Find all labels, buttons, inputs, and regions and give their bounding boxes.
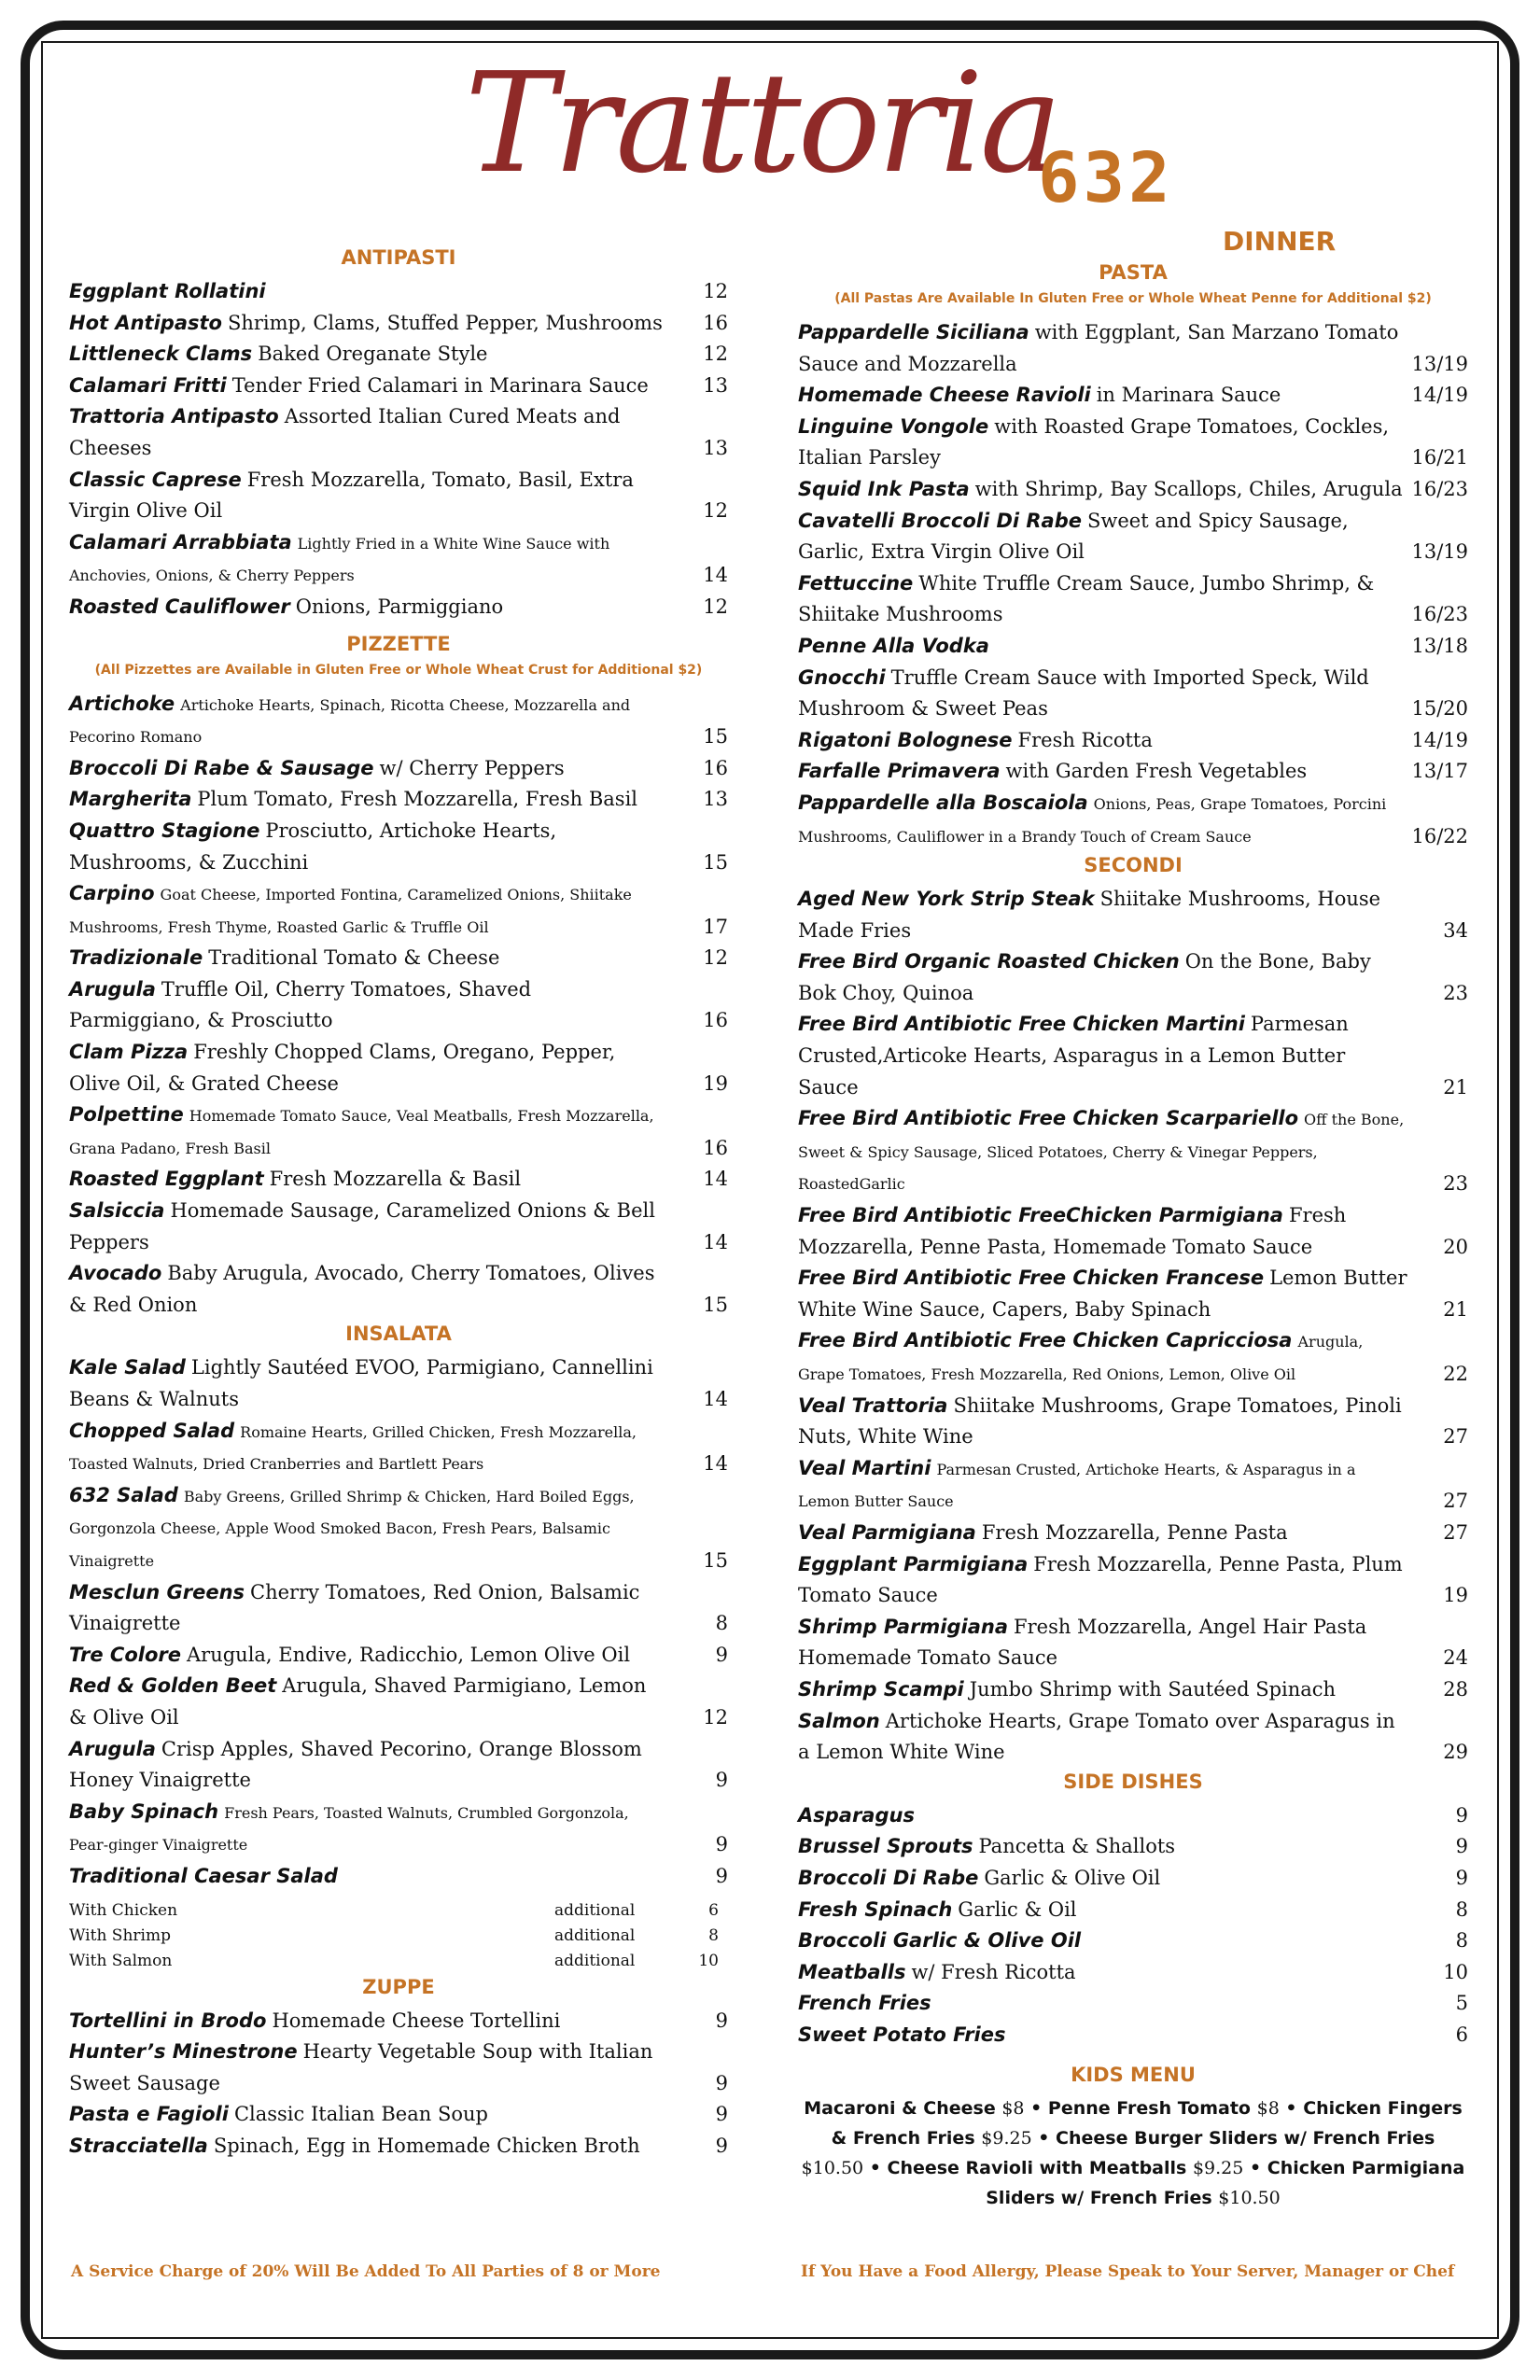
item-price: 19 bbox=[703, 1071, 728, 1095]
menu-item bbox=[69, 276, 728, 308]
extra-row: With Salmon additional 10 bbox=[69, 1951, 719, 1970]
item-name: Carpino bbox=[69, 882, 155, 905]
item-price: 14 bbox=[703, 1388, 728, 1410]
logo-number: 632 bbox=[1038, 138, 1174, 218]
item-price: 29 bbox=[1443, 1741, 1468, 1764]
item-price: 13 bbox=[703, 788, 728, 811]
item-description: Parmesan Crusted, Artichoke Hearts, & Asparagus in a Lemon Butter Sauce bbox=[798, 1460, 1356, 1511]
dinner-heading: DINNER bbox=[1223, 226, 1337, 257]
item-name: Arugula bbox=[69, 1737, 156, 1760]
menu-item bbox=[798, 317, 1468, 380]
menu-item bbox=[69, 1861, 728, 1893]
menu-item bbox=[69, 1164, 728, 1196]
menu-item bbox=[69, 1577, 728, 1640]
kids-item-price: $10.50 bbox=[1218, 2188, 1281, 2209]
section-note: (All Pastas Are Available In Gluten Free or Whole Wheat Penne for Additional $2) bbox=[834, 291, 1432, 306]
section-title: ANTIPASTI bbox=[341, 246, 456, 269]
item-name: Squid Ink Pasta bbox=[798, 477, 970, 500]
footer-service-charge: A Service Charge of 20% Will Be Added To All Parties of 8 or More bbox=[71, 2262, 661, 2281]
kids-item-name: Cheese Burger Sliders w/ French Fries bbox=[1056, 2128, 1435, 2149]
item-price: 19 bbox=[1443, 1584, 1468, 1607]
item-name: Classic Caprese bbox=[69, 468, 242, 491]
menu-item bbox=[798, 1863, 1468, 1895]
item-price: 12 bbox=[703, 343, 728, 366]
item-name: Veal Parmigiana bbox=[798, 1520, 976, 1544]
item-price: 20 bbox=[1443, 1235, 1468, 1258]
item-price: 6 bbox=[1455, 2023, 1468, 2046]
item-price: 13/18 bbox=[1411, 634, 1468, 657]
item-price: 14 bbox=[703, 1168, 728, 1191]
item-description: Shiitake Mushrooms, Grape Tomatoes, Pinoli Nuts, White Wine bbox=[798, 1393, 1402, 1449]
item-description: Lightly Sautéed EVOO, Parmigiano, Cannellini Beans & Walnuts bbox=[69, 1356, 653, 1410]
menu-item bbox=[798, 663, 1468, 725]
item-description: Fresh Mozzarella, Penne Pasta, Plum Tomato Sauce bbox=[798, 1552, 1403, 1607]
item-description: Truffle Cream Sauce with Imported Speck, Wild Mushroom & Sweet Peas bbox=[798, 665, 1369, 721]
item-description: Freshly Chopped Clams, Oregano, Pepper, Olive Oil, & Grated Cheese bbox=[69, 1041, 616, 1095]
secondi-section bbox=[798, 854, 1468, 1769]
item-name: Veal Martini bbox=[798, 1456, 931, 1479]
item-description: Lemon Butter White Wine Sauce, Capers, Baby Spinach bbox=[798, 1267, 1407, 1321]
item-description: Baked Oreganate Style bbox=[258, 343, 488, 366]
item-description: Cherry Tomatoes, Red Onion, Balsamic Vinaigrette bbox=[69, 1580, 640, 1635]
menu-item bbox=[69, 527, 728, 592]
item-name: Asparagus bbox=[798, 1803, 915, 1827]
item-description: Pancetta & Shallots bbox=[978, 1835, 1176, 1858]
antipasti-section bbox=[69, 246, 728, 623]
menu-item bbox=[798, 1706, 1468, 1769]
kids-item-price: $8 bbox=[1001, 2098, 1025, 2120]
item-name: Pasta e Fagioli bbox=[69, 2103, 229, 2126]
item-price: 23 bbox=[1443, 981, 1468, 1004]
item-name: Brussel Sprouts bbox=[798, 1835, 973, 1858]
menu-item bbox=[798, 412, 1468, 474]
menu-item bbox=[798, 1612, 1468, 1674]
item-price: 14 bbox=[703, 1230, 728, 1253]
item-name: Aged New York Strip Steak bbox=[798, 888, 1095, 911]
item-price: 9 bbox=[715, 1643, 728, 1666]
menu-item bbox=[798, 884, 1468, 946]
item-price: 15/20 bbox=[1411, 697, 1468, 721]
item-price: 9 bbox=[715, 1833, 728, 1856]
item-price: 27 bbox=[1443, 1425, 1468, 1449]
section-title: SECONDI bbox=[1084, 854, 1183, 877]
item-price: 9 bbox=[715, 2009, 728, 2032]
item-description: Lightly Fried in a White Wine Sauce with Anchovies, Onions, & Cherry Peppers bbox=[69, 534, 610, 585]
menu-item bbox=[798, 1831, 1468, 1863]
item-name: Avocado bbox=[69, 1262, 162, 1285]
menu-item bbox=[798, 474, 1468, 506]
item-description: Arugula, Grape Tomatoes, Fresh Mozzarella, Red Onions, Lemon, Olive Oil bbox=[798, 1333, 1364, 1383]
menu-item bbox=[69, 878, 728, 943]
extra-row: With Shrimp additional 8 bbox=[69, 1925, 719, 1945]
item-name: Meatballs bbox=[798, 1960, 906, 1983]
item-price: 28 bbox=[1443, 1677, 1468, 1701]
menu-item bbox=[798, 1263, 1468, 1325]
menu-item bbox=[69, 1258, 728, 1321]
item-name: Free Bird Organic Roasted Chicken bbox=[798, 950, 1180, 973]
menu-item bbox=[798, 1453, 1468, 1518]
item-description: Artichoke Hearts, Grape Tomato over Asparagus in a Lemon White Wine bbox=[798, 1709, 1395, 1764]
item-name: Free Bird Antibiotic Free Chicken Capricciosa bbox=[798, 1329, 1293, 1352]
kids-item-price: $10.50 bbox=[801, 2158, 864, 2179]
item-price: 23 bbox=[1443, 1172, 1468, 1196]
item-price: 16/22 bbox=[1411, 824, 1468, 847]
menu-item bbox=[69, 592, 728, 623]
item-description: Arugula, Shaved Parmigiano, Lemon & Olive Oil bbox=[69, 1674, 647, 1729]
item-description: Assorted Italian Cured Meats and Cheeses bbox=[69, 405, 621, 459]
item-description: Fresh Mozzarella, Tomato, Basil, Extra Virgin Olive Oil bbox=[69, 468, 634, 523]
item-name: Homemade Cheese Ravioli bbox=[798, 384, 1091, 407]
item-name: Broccoli Di Rabe bbox=[798, 1866, 979, 1889]
menu-item bbox=[798, 788, 1468, 852]
item-price: 8 bbox=[715, 1612, 728, 1635]
item-price: 15 bbox=[703, 1293, 728, 1316]
item-name: Stracciatella bbox=[69, 2134, 208, 2157]
menu-item bbox=[69, 784, 728, 816]
item-description: On the Bone, Baby Bok Choy, Quinoa bbox=[798, 950, 1371, 1004]
item-name: 632 Salad bbox=[69, 1483, 178, 1506]
menu-item bbox=[69, 1797, 728, 1861]
item-name: Pappardelle Siciliana bbox=[798, 321, 1029, 343]
item-name: Shrimp Scampi bbox=[798, 1677, 964, 1701]
item-price: 9 bbox=[715, 2103, 728, 2126]
item-description: Homemade Cheese Tortellini bbox=[272, 2009, 561, 2032]
item-price: 15 bbox=[703, 1548, 728, 1572]
item-name: Shrimp Parmigiana bbox=[798, 1615, 1009, 1638]
item-price: 13/19 bbox=[1411, 540, 1468, 564]
item-name: Free Bird Antibiotic Free Chicken Francese bbox=[798, 1267, 1265, 1290]
item-price: 9 bbox=[1455, 1835, 1468, 1858]
item-price: 14 bbox=[703, 564, 728, 587]
menu-item bbox=[798, 1988, 1468, 2020]
item-price: 13 bbox=[703, 373, 728, 397]
item-price: 17 bbox=[703, 915, 728, 938]
kids-item-price: $9.25 bbox=[981, 2128, 1032, 2149]
item-description: with Garden Fresh Vegetables bbox=[1005, 760, 1308, 783]
item-price: 27 bbox=[1443, 1520, 1468, 1544]
kids-item-name: Chicken Fingers & French Fries bbox=[831, 2098, 1463, 2149]
item-description: White Truffle Cream Sauce, Jumbo Shrimp, & Shiitake Mushrooms bbox=[798, 571, 1375, 626]
logo-script: Trattoria bbox=[465, 43, 1059, 203]
item-price: 13/19 bbox=[1411, 352, 1468, 375]
item-name: Rigatoni Bolognese bbox=[798, 728, 1013, 751]
item-name: Mesclun Greens bbox=[69, 1580, 245, 1603]
item-description: Sweet and Spicy Sausage, Garlic, Extra Virgin Olive Oil bbox=[798, 509, 1349, 564]
item-name: Chopped Salad bbox=[69, 1419, 235, 1442]
item-name: Margherita bbox=[69, 788, 192, 811]
item-price: 16/21 bbox=[1411, 446, 1468, 469]
item-price: 9 bbox=[715, 1864, 728, 1887]
item-name: Linguine Vongole bbox=[798, 414, 989, 438]
item-description: Homemade Sausage, Caramelized Onions & Bell Peppers bbox=[69, 1199, 655, 1253]
item-price: 8 bbox=[1455, 1897, 1468, 1921]
item-description: Baby Arugula, Avocado, Cherry Tomatoes, Olives & Red Onion bbox=[69, 1262, 655, 1316]
menu-item bbox=[69, 401, 728, 464]
item-price: 12 bbox=[703, 946, 728, 970]
item-name: Artichoke bbox=[69, 692, 175, 715]
kids-item-name: Chicken Parmigiana Sliders w/ French Fries bbox=[986, 2158, 1465, 2209]
menu-item bbox=[69, 2037, 728, 2099]
menu-item bbox=[69, 753, 728, 785]
menu-item bbox=[69, 1480, 728, 1577]
item-price: 24 bbox=[1443, 1646, 1468, 1670]
menu-item bbox=[69, 2131, 728, 2163]
kids-item-price: $8 bbox=[1256, 2098, 1280, 2120]
item-description: w/ Fresh Ricotta bbox=[911, 1960, 1076, 1983]
item-price: 13/17 bbox=[1411, 760, 1468, 783]
item-price: 9 bbox=[1455, 1803, 1468, 1827]
insalata-section bbox=[69, 1323, 728, 1973]
item-name: French Fries bbox=[798, 1992, 931, 2015]
menu-item bbox=[69, 465, 728, 527]
item-name: Kale Salad bbox=[69, 1356, 186, 1379]
item-name: Calamari Fritti bbox=[69, 373, 227, 397]
item-price: 9 bbox=[715, 2134, 728, 2157]
item-description: with Roasted Grape Tomatoes, Cockles, Italian Parsley bbox=[798, 414, 1390, 469]
item-price: 14/19 bbox=[1411, 728, 1468, 751]
menu-item bbox=[798, 725, 1468, 757]
item-price: 16 bbox=[703, 756, 728, 779]
item-name: Roasted Eggplant bbox=[69, 1168, 264, 1191]
item-price: 22 bbox=[1443, 1363, 1468, 1385]
menu-item bbox=[69, 339, 728, 371]
item-description: Homemade Tomato Sauce, Veal Meatballs, Fresh Mozzarella, Grana Padano, Fresh Basil bbox=[69, 1107, 654, 1157]
kids-item-name: Macaroni & Cheese bbox=[804, 2098, 996, 2120]
menu-item bbox=[69, 1671, 728, 1733]
item-name: Farfalle Primavera bbox=[798, 760, 1001, 783]
item-name: Polpettine bbox=[69, 1103, 184, 1127]
menu-item bbox=[798, 2020, 1468, 2051]
item-description: Traditional Tomato & Cheese bbox=[208, 946, 500, 970]
menu-item bbox=[798, 1957, 1468, 1989]
kids-item-name: Penne Fresh Tomato bbox=[1047, 2098, 1251, 2120]
item-description: Onions, Peas, Grape Tomatoes, Porcini Mushrooms, Cauliflower in a Brandy Touch of Cream Sauce bbox=[798, 794, 1387, 846]
menu-item bbox=[69, 1416, 728, 1480]
item-description: Garlic & Olive Oil bbox=[984, 1866, 1161, 1889]
salad-extras bbox=[69, 1898, 728, 1974]
menu-item bbox=[798, 946, 1468, 1009]
item-name: Fettuccine bbox=[798, 571, 914, 595]
item-price: 12 bbox=[703, 499, 728, 523]
menu-item bbox=[798, 1800, 1468, 1832]
item-description: Plum Tomato, Fresh Mozzarella, Fresh Basil bbox=[197, 788, 638, 811]
item-description: Baby Greens, Grilled Shrimp & Chicken, Hard Boiled Eggs, Gorgonzola Cheese, Apple Wood Smoked Bacon, Fresh Pears, Balsamic Vinaigrette bbox=[69, 1487, 635, 1570]
item-name: Tradizionale bbox=[69, 946, 203, 970]
item-price: 9 bbox=[715, 1769, 728, 1792]
item-name: Free Bird Antibiotic Free Chicken Scarpariello bbox=[798, 1107, 1299, 1130]
item-name: Eggplant Rollatini bbox=[69, 280, 266, 302]
item-name: Arugula bbox=[69, 977, 156, 1001]
item-name: Free Bird Antibiotic Free Chicken Martini bbox=[798, 1013, 1245, 1036]
kids-section bbox=[798, 2064, 1468, 2213]
menu-item bbox=[798, 1674, 1468, 1706]
item-description: Truffle Oil, Cherry Tomatoes, Shaved Parmiggiano, & Prosciutto bbox=[69, 977, 532, 1032]
menu-item bbox=[69, 371, 728, 402]
item-name: Red & Golden Beet bbox=[69, 1674, 277, 1698]
item-name: Littleneck Clams bbox=[69, 343, 253, 366]
item-name: Quattro Stagione bbox=[69, 819, 260, 842]
section-title: INSALATA bbox=[345, 1323, 452, 1346]
item-description: Goat Cheese, Imported Fontina, Caramelized Onions, Shiitake Mushrooms, Fresh Thyme, Roasted Garlic & Truffle Oil bbox=[69, 886, 632, 936]
item-description: Prosciutto, Artichoke Hearts, Mushrooms, & Zucchini bbox=[69, 819, 557, 874]
item-name: Pappardelle alla Boscaiola bbox=[798, 791, 1088, 814]
menu-item bbox=[69, 1352, 728, 1415]
item-price: 16/23 bbox=[1411, 477, 1468, 500]
menu-item bbox=[798, 1325, 1468, 1390]
item-price: 16 bbox=[703, 1136, 728, 1159]
pizzette-section bbox=[69, 633, 728, 1322]
item-price: 12 bbox=[703, 595, 728, 618]
item-price: 15 bbox=[703, 725, 728, 749]
menu-item bbox=[798, 631, 1468, 663]
item-name: Baby Spinach bbox=[69, 1799, 219, 1823]
item-name: Gnocchi bbox=[798, 665, 886, 689]
item-description: Fresh Mozzarella, Angel Hair Pasta Homemade Tomato Sauce bbox=[798, 1615, 1367, 1670]
menu-item bbox=[69, 943, 728, 974]
item-price: 14 bbox=[703, 1452, 728, 1476]
item-price: 10 bbox=[1443, 1960, 1468, 1983]
menu-item bbox=[798, 506, 1468, 568]
item-name: Veal Trattoria bbox=[798, 1393, 948, 1417]
item-name: Broccoli Garlic & Olive Oil bbox=[798, 1929, 1082, 1953]
item-description: Romaine Hearts, Grilled Chicken, Fresh Mozzarella, Toasted Walnuts, Dried Cranberries and Bartlett Pears bbox=[69, 1422, 637, 1474]
item-name: Roasted Cauliflower bbox=[69, 595, 290, 618]
item-name: Cavatelli Broccoli Di Rabe bbox=[798, 509, 1083, 532]
item-description: Fresh Pears, Toasted Walnuts, Crumbled Gorgonzola, Pear-ginger Vinaigrette bbox=[69, 1803, 629, 1855]
item-description: Fresh Mozzarella & Basil bbox=[269, 1168, 522, 1191]
kids-menu-text: Macaroni & Cheese $8 • Penne Fresh Tomato $8 • Chicken Fingers & French Fries $9.25 • Cheese Burger Sliders w/ French Fries $10.50 • Cheese Ravioli with Meatballs $9.25 • Chicken Parmigiana Sliders w/ French Fries $10.50 bbox=[801, 2098, 1465, 2209]
item-price: 21 bbox=[1443, 1297, 1468, 1321]
item-name: Traditional Caesar Salad bbox=[69, 1864, 338, 1887]
item-price: 16 bbox=[703, 1009, 728, 1032]
item-description: Fresh Mozzarella, Penne Pasta, Homemade Tomato Sauce bbox=[798, 1204, 1347, 1258]
menu-item bbox=[69, 1196, 728, 1258]
item-price: 27 bbox=[1443, 1490, 1468, 1513]
item-name: Free Bird Antibiotic FreeChicken Parmigiana bbox=[798, 1204, 1283, 1227]
item-description: Shiitake Mushrooms, House Made Fries bbox=[798, 888, 1381, 942]
menu-item bbox=[69, 2006, 728, 2037]
item-name: Tre Colore bbox=[69, 1643, 181, 1666]
footer-allergy: If You Have a Food Allergy, Please Speak to Your Server, Manager or Chef bbox=[801, 2262, 1455, 2281]
kids-item-name: Cheese Ravioli with Meatballs bbox=[887, 2158, 1187, 2179]
kids-item-price: $9.25 bbox=[1192, 2158, 1244, 2179]
sides-section bbox=[798, 1771, 1468, 2051]
item-price: 21 bbox=[1443, 1075, 1468, 1099]
menu-item bbox=[798, 380, 1468, 412]
item-description: with Eggplant, San Marzano Tomato Sauce and Mozzarella bbox=[798, 321, 1399, 375]
item-name: Sweet Potato Fries bbox=[798, 2023, 1006, 2046]
item-description: with Shrimp, Bay Scallops, Chiles, Arugula bbox=[974, 477, 1403, 500]
item-description: Parmesan Crusted,Articoke Hearts, Asparagus in a Lemon Butter Sauce bbox=[798, 1013, 1349, 1099]
left-column bbox=[69, 245, 728, 2162]
item-price: 16 bbox=[703, 311, 728, 334]
item-description: Off the Bone, Sweet & Spicy Sausage, Sliced Potatoes, Cherry & Vinegar Peppers, RoastedGarlic bbox=[798, 1111, 1405, 1194]
section-title: PASTA bbox=[1099, 261, 1168, 284]
item-price: 34 bbox=[1443, 918, 1468, 942]
section-note: (All Pizzettes are Available in Gluten Free or Whole Wheat Crust for Additional $2) bbox=[94, 662, 703, 678]
item-name: Salmon bbox=[798, 1709, 880, 1732]
item-name: Tortellini in Brodo bbox=[69, 2009, 267, 2032]
item-price: 13 bbox=[703, 436, 728, 459]
item-description: Fresh Ricotta bbox=[1017, 728, 1153, 751]
menu-item bbox=[69, 816, 728, 878]
item-name: Eggplant Parmigiana bbox=[798, 1552, 1029, 1575]
menu-item bbox=[69, 1037, 728, 1099]
item-description: Jumbo Shrimp with Sautéed Spinach bbox=[969, 1677, 1337, 1701]
item-description: in Marinara Sauce bbox=[1096, 384, 1281, 407]
section-title: KIDS MENU bbox=[1071, 2064, 1196, 2087]
item-name: Clam Pizza bbox=[69, 1041, 189, 1064]
section-title: ZUPPE bbox=[362, 1975, 435, 1998]
item-description: Shrimp, Clams, Stuffed Pepper, Mushrooms bbox=[227, 311, 663, 334]
item-price: 15 bbox=[703, 850, 728, 874]
zuppe-section bbox=[69, 1976, 728, 2163]
menu-item bbox=[798, 1549, 1468, 1612]
item-description: Spinach, Egg in Homemade Chicken Broth bbox=[213, 2134, 640, 2157]
menu-item bbox=[798, 568, 1468, 631]
item-description: Fresh Mozzarella, Penne Pasta bbox=[981, 1520, 1288, 1544]
item-price: 8 bbox=[1455, 1929, 1468, 1953]
item-description: Hearty Vegetable Soup with Italian Sweet Sausage bbox=[69, 2040, 653, 2094]
item-name: Fresh Spinach bbox=[798, 1897, 953, 1921]
menu-item bbox=[69, 689, 728, 753]
item-price: 16/23 bbox=[1411, 603, 1468, 626]
extra-row: With Chicken additional 6 bbox=[69, 1900, 719, 1920]
menu-item bbox=[69, 2099, 728, 2131]
menu-item bbox=[798, 1200, 1468, 1263]
menu-item bbox=[798, 1391, 1468, 1453]
pasta-section bbox=[798, 261, 1468, 852]
menu-item bbox=[69, 1099, 728, 1164]
section-title: SIDE DISHES bbox=[1063, 1770, 1203, 1793]
item-name: Calamari Arrabbiata bbox=[69, 530, 292, 553]
item-description: Crisp Apples, Shaved Pecorino, Orange Blossom Honey Vinaigrette bbox=[69, 1737, 642, 1792]
item-name: Hunter’s Minestrone bbox=[69, 2040, 298, 2064]
item-description: Arugula, Endive, Radicchio, Lemon Olive Oil bbox=[187, 1643, 631, 1666]
item-price: 12 bbox=[703, 280, 728, 302]
item-price: 12 bbox=[703, 1705, 728, 1729]
menu-item bbox=[798, 1895, 1468, 1926]
item-description: Classic Italian Bean Soup bbox=[233, 2103, 488, 2126]
item-name: Hot Antipasto bbox=[69, 311, 222, 334]
right-column bbox=[798, 259, 1468, 2213]
menu-item bbox=[69, 974, 728, 1037]
menu-item bbox=[69, 1640, 728, 1672]
menu-item bbox=[798, 1518, 1468, 1549]
item-price: 14/19 bbox=[1411, 384, 1468, 407]
menu-item bbox=[69, 308, 728, 340]
menu-item bbox=[798, 1925, 1468, 1957]
item-name: Broccoli Di Rabe & Sausage bbox=[69, 756, 374, 779]
menu-item bbox=[798, 1103, 1468, 1200]
menu-item bbox=[69, 1734, 728, 1797]
item-price: 9 bbox=[715, 2071, 728, 2094]
item-name: Salsiccia bbox=[69, 1199, 165, 1223]
menu-item bbox=[798, 1009, 1468, 1103]
menu-item bbox=[798, 756, 1468, 788]
section-title: PIZZETTE bbox=[346, 632, 451, 655]
item-description: w/ Cherry Peppers bbox=[379, 756, 565, 779]
item-price: 9 bbox=[1455, 1866, 1468, 1889]
item-description: Tender Fried Calamari in Marinara Sauce bbox=[231, 373, 649, 397]
item-description: Artichoke Hearts, Spinach, Ricotta Cheese, Mozzarella and Pecorino Romano bbox=[69, 695, 631, 747]
item-description: Onions, Parmiggiano bbox=[295, 595, 504, 618]
item-name: Trattoria Antipasto bbox=[69, 405, 279, 428]
item-description: Garlic & Oil bbox=[958, 1897, 1077, 1921]
item-price: 5 bbox=[1455, 1992, 1468, 2015]
item-name: Penne Alla Vodka bbox=[798, 634, 989, 657]
